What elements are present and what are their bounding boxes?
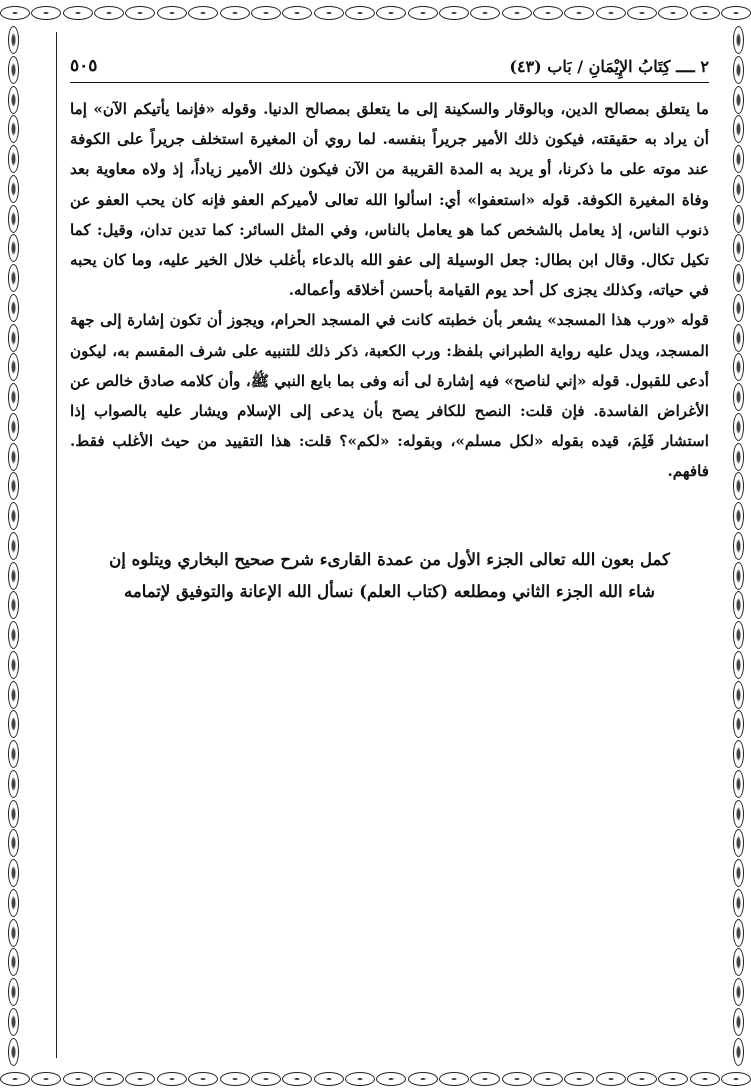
border-scallop [733,472,744,500]
border-scallop [733,383,744,411]
border-scallop [8,502,19,530]
border-scallop [8,115,19,143]
border-scallop [8,770,19,798]
border-scallop [8,472,19,500]
border-scallop [220,6,250,20]
border-scallop [733,145,744,173]
border-scallop [596,6,626,20]
border-scallop [63,6,93,20]
border-scallop [282,1072,312,1086]
border-scallop [8,740,19,768]
border-scallop [251,6,281,20]
border-scallop [376,1072,406,1086]
border-scallop [8,859,19,887]
border-scallop [8,1008,19,1036]
border-scallop [733,205,744,233]
border-scallop [733,1008,744,1036]
border-scallop [8,413,19,441]
border-scallop [314,1072,344,1086]
border-scallop [8,889,19,917]
ornamental-border-left [2,26,24,1066]
border-scallop [733,353,744,381]
border-scallop [502,6,532,20]
border-scallop [658,6,688,20]
border-scallop [125,1072,155,1086]
border-scallop [502,1072,532,1086]
border-scallop [188,1072,218,1086]
border-scallop [733,681,744,709]
page-number: ٥٠٥ [70,56,98,76]
border-scallop [345,1072,375,1086]
border-scallop [157,1072,187,1086]
paragraph-2: قوله «ورب هذا المسجد» يشعر بأن خطبته كانت في المسجد الحرام، ويجوز أن تكون إشارة إلى جهة المسجد، ويدل عليه رواية الطبراني بلفظ: ورب الكعبة، ذكر ذلك للتنبيه على شرف المقسم به، ليكون أدعى للقبول. قوله «إني لناصح» فيه إشارة لى أنه وفى بما بايع النبي ﷺ، وأن كلامه صادق خالص عن الأغراض الفاسدة. فإن قلت: النصح للكافر يصح بأن يدعى إلى الإسلام ويشار عليه بالصواب إذا استشار فَلِمَ، قيده بقوله «لكل مسلم»، وبقوله: «لكم»؟ قلت: هذا التقييد من حيث الأغلب فقط. فافهم. [70,311,709,481]
border-scallop [0,6,30,20]
colophon-line-2: شاء الله الجزء الثاني ومطلعه (كتاب العلم) نسأل الله الإعانة والتوفيق لإتمامه [124,582,655,601]
border-scallop [733,86,744,114]
border-scallop [408,1072,438,1086]
border-scallop [8,56,19,84]
border-scallop [564,1072,594,1086]
body-text [70,94,709,487]
border-scallop [564,6,594,20]
colophon [70,544,709,608]
border-scallop [282,6,312,20]
border-scallop [220,1072,250,1086]
border-scallop [8,591,19,619]
border-scallop [8,353,19,381]
ornamental-border-bottom [0,1066,751,1092]
border-scallop [8,651,19,679]
border-scallop [8,205,19,233]
border-scallop [658,1072,688,1086]
border-scallop [733,740,744,768]
border-scallop [733,948,744,976]
border-scallop [733,859,744,887]
border-scallop [690,6,720,20]
border-scallop [439,1072,469,1086]
border-scallop [8,264,19,292]
border-scallop [733,770,744,798]
border-scallop [125,6,155,20]
border-scallop [721,1072,751,1086]
border-scallop [8,175,19,203]
border-scallop [376,6,406,20]
border-scallop [8,800,19,828]
border-scallop [8,294,19,322]
border-scallop [733,889,744,917]
colophon-line-1: كمل بعون الله تعالى الجزء الأول من عمدة القارىء شرح صحيح البخاري ويتلوه إن [109,550,670,569]
border-scallop [733,651,744,679]
border-scallop [733,532,744,560]
border-scallop [8,383,19,411]
border-scallop [8,562,19,590]
border-scallop [533,1072,563,1086]
border-scallop [8,145,19,173]
border-scallop [8,26,19,54]
border-scallop [408,6,438,20]
border-scallop [733,26,744,54]
border-scallop [733,591,744,619]
border-scallop [733,829,744,857]
border-scallop [733,294,744,322]
border-scallop [439,6,469,20]
border-scallop [733,800,744,828]
border-scallop [596,1072,626,1086]
paragraph-1: ما يتعلق بمصالح الدين، وبالوقار والسكينة إلى ما يتعلق بمصالح الدنيا. وقوله «فإنما يأتيكم الآن» إما أن يراد به حقيقته، فيكون ذلك الأمير جريراً بنفسه. لما روي أن المغيرة استخلف جريراً على الكوفة عند موته على ما ذكرنا، أو يريد به المدة القريبة من الآن فيكون ذلك الأمير زياداً، إذ ولاه معاوية بعد وفاة المغيرة الكوفة. قوله «استعفوا» أي: اسألوا الله تعالى لأميركم العفو فإنه كان يحب العفو عن ذنوب الناس، إذ يعامل بالشخص كما هو يعامل بالناس، وفي المثل السائر: كما تدين تدان، وقيل: كما تكيل تكال. وقال ابن بطال: جعل الوسيلة إلى عفو الله بالدعاء بأغلب خلال الخير عليه، وما كان يحبه في حياته، وكذلك يجزى كل أحد يوم القيامة بأحسن أخلاقه وأعماله. [70,100,709,300]
border-scallop [733,324,744,352]
border-scallop [8,948,19,976]
border-scallop [8,681,19,709]
border-scallop [733,56,744,84]
border-scallop [470,6,500,20]
border-scallop [8,324,19,352]
border-scallop [0,1072,30,1086]
border-scallop [733,413,744,441]
border-scallop [627,6,657,20]
border-scallop [733,919,744,947]
border-scallop [733,502,744,530]
ornamental-border-right [727,26,749,1066]
border-scallop [733,1038,744,1066]
border-scallop [733,621,744,649]
border-scallop [251,1072,281,1086]
border-scallop [733,443,744,471]
border-scallop [627,1072,657,1086]
border-scallop [721,6,751,20]
border-scallop [8,978,19,1006]
border-scallop [533,6,563,20]
border-scallop [63,1072,93,1086]
border-scallop [8,443,19,471]
border-scallop [188,6,218,20]
border-scallop [8,919,19,947]
border-scallop [314,6,344,20]
border-scallop [8,621,19,649]
border-scallop [8,710,19,738]
border-scallop [733,175,744,203]
border-scallop [690,1072,720,1086]
border-scallop [94,1072,124,1086]
ornamental-border-top [0,0,751,26]
border-scallop [733,264,744,292]
running-head: ٢ ــــ كِتَابُ الإِيْمَانِ / بَاب (٤٣) [509,56,709,76]
border-scallop [470,1072,500,1086]
border-scallop [94,6,124,20]
border-scallop [31,6,61,20]
border-scallop [733,234,744,262]
border-scallop [733,562,744,590]
border-scallop [157,6,187,20]
page-header [70,50,709,83]
border-scallop [8,86,19,114]
border-scallop [8,532,19,560]
border-scallop [733,115,744,143]
border-scallop [8,234,19,262]
border-scallop [8,1038,19,1066]
border-scallop [345,6,375,20]
border-scallop [31,1072,61,1086]
border-scallop [733,710,744,738]
border-scallop [8,829,19,857]
border-scallop [733,978,744,1006]
